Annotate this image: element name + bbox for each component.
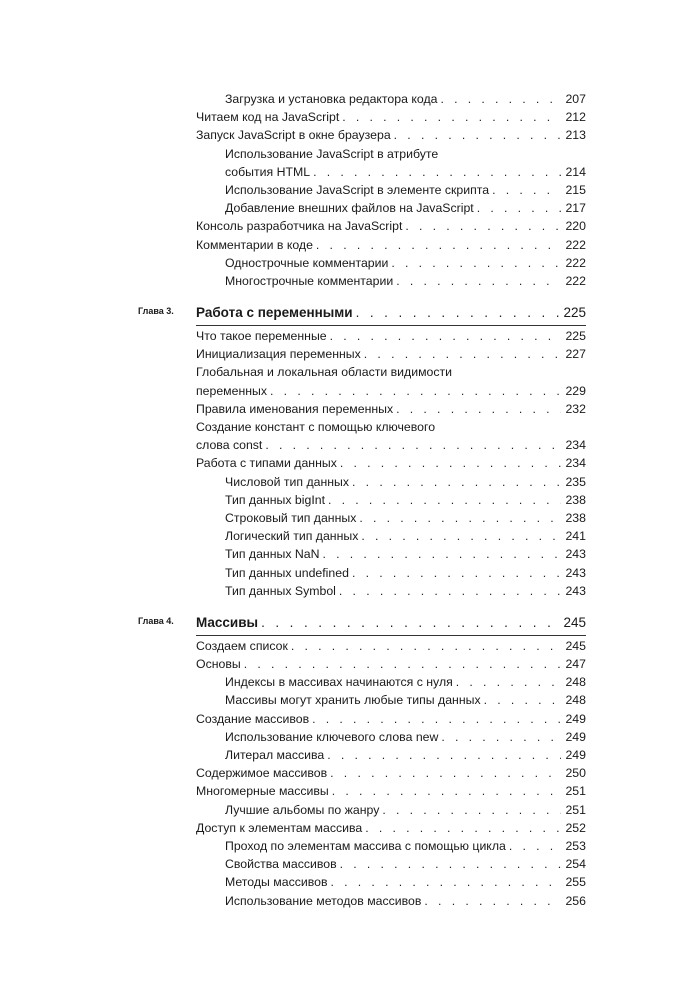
toc-entry — [0, 582, 681, 600]
page-number: 217 — [565, 201, 586, 216]
dot-leader — [492, 181, 561, 199]
page-number: 249 — [565, 748, 586, 763]
page-number: 250 — [565, 766, 586, 781]
page-number: 245 — [563, 614, 586, 630]
page-number: 232 — [565, 401, 586, 416]
page-number: 213 — [565, 128, 586, 143]
toc-entry — [0, 527, 681, 545]
toc-entry-title-line1: Глобальная и локальная области видимости — [196, 365, 453, 380]
dot-leader — [484, 691, 562, 709]
page-number: 255 — [565, 875, 586, 890]
toc-entry — [0, 400, 681, 418]
toc-entry-title: Инициализация переменных — [196, 347, 361, 362]
toc-entry-title: Использование JavaScript в элементе скрипта — [225, 182, 490, 197]
toc-entry — [0, 637, 681, 655]
toc-entry — [0, 126, 681, 144]
chapter-label: Глава 4. — [138, 615, 174, 626]
page-number: 245 — [565, 638, 586, 653]
dot-leader — [396, 272, 561, 290]
toc-entry-title: Что такое переменные — [196, 329, 327, 344]
toc-entry-title: Многомерные массивы — [196, 784, 329, 799]
dot-leader — [405, 217, 561, 235]
dot-leader — [364, 345, 562, 363]
dot-leader — [313, 163, 561, 181]
toc-entry — [0, 545, 681, 563]
dot-leader — [352, 564, 562, 582]
toc-entry-title: Создаем список — [196, 638, 288, 653]
dot-leader — [330, 327, 562, 345]
toc-entry-title-line1: Создание констант с помощью ключевого — [196, 420, 436, 435]
page-number: 254 — [565, 857, 586, 872]
page-number: 222 — [565, 237, 586, 252]
page-number: 248 — [565, 693, 586, 708]
dot-leader — [440, 90, 561, 108]
dot-leader — [327, 746, 561, 764]
toc-chapter — [0, 611, 681, 636]
dot-leader — [382, 801, 561, 819]
chapter-title: Работа с переменными — [196, 305, 353, 321]
toc-entry — [0, 473, 681, 491]
toc-entry-title: Правила именования переменных — [196, 401, 394, 416]
page-number: 214 — [565, 164, 586, 179]
toc-entry-title: Свойства массивов — [225, 857, 337, 872]
toc-entry-title: Запуск JavaScript в окне браузера — [196, 128, 391, 143]
dot-leader — [365, 819, 561, 837]
toc-entry — [0, 418, 681, 454]
toc-entry — [0, 272, 681, 290]
toc-entry — [0, 782, 681, 800]
dot-leader — [265, 436, 561, 454]
page-number: 207 — [565, 92, 586, 106]
toc-entry — [0, 764, 681, 782]
toc-entry-title: Тип данных bigInt — [225, 492, 325, 507]
page-number: 222 — [565, 255, 586, 270]
page-number: 234 — [565, 456, 586, 471]
toc-entry — [0, 145, 681, 181]
toc-entry-title: Индексы в массивах начинаются с нуля — [225, 675, 453, 690]
dot-leader — [323, 545, 562, 563]
dot-leader — [339, 582, 562, 600]
toc-entry — [0, 90, 681, 108]
toc-entry — [0, 691, 681, 709]
toc-entry — [0, 363, 681, 399]
dot-leader — [394, 126, 562, 144]
chapter-divider — [196, 635, 586, 636]
page-number: 212 — [565, 110, 586, 125]
toc-entry — [0, 509, 681, 527]
page-number: 249 — [565, 729, 586, 744]
dot-leader — [441, 728, 561, 746]
toc-entry — [0, 345, 681, 363]
dot-leader — [330, 764, 561, 782]
toc-entry — [0, 199, 681, 217]
page-number: 238 — [565, 492, 586, 507]
page-number: 253 — [565, 838, 586, 853]
dot-leader — [261, 614, 559, 632]
toc-entry — [0, 254, 681, 272]
toc-entry-title: Тип данных undefined — [225, 565, 349, 580]
dot-leader — [509, 837, 562, 855]
toc-entry-title: Основы — [196, 657, 241, 672]
page-number: 247 — [565, 657, 586, 672]
toc-entry — [0, 108, 681, 126]
dot-leader — [356, 304, 560, 322]
dot-leader — [332, 782, 562, 800]
dot-leader — [340, 454, 562, 472]
toc-entry-title: Создание массивов — [196, 711, 310, 726]
toc-entry — [0, 236, 681, 254]
toc-entry-title: Тип данных Symbol — [225, 583, 336, 598]
chapter-label: Глава 3. — [138, 306, 174, 317]
page-number: 227 — [565, 347, 586, 362]
chapter-title: Массивы — [196, 614, 259, 630]
dot-leader — [342, 108, 561, 126]
dot-leader — [361, 527, 561, 545]
toc-entry-title: Лучшие альбомы по жанру — [225, 802, 380, 817]
toc-entry-title: Проход по элементам массива с помощью цикла — [225, 838, 506, 853]
dot-leader — [359, 509, 561, 527]
dot-leader — [396, 400, 561, 418]
page-number: 249 — [565, 711, 586, 726]
toc-entry-title: Загрузка и установка редактора кода — [225, 92, 438, 106]
dot-leader — [477, 199, 562, 217]
toc-entry-title: Массивы могут хранить любые типы данных — [225, 693, 481, 708]
dot-leader — [316, 236, 562, 254]
page-number: 235 — [565, 474, 586, 489]
toc-entry — [0, 181, 681, 199]
dot-leader — [391, 254, 561, 272]
page-number: 234 — [565, 438, 586, 453]
table-of-contents — [0, 90, 681, 910]
toc-entry-title: Консоль разработчика на JavaScript — [196, 219, 403, 234]
toc-entry-title-line1: Использование JavaScript в атрибуте — [225, 146, 439, 161]
toc-entry — [0, 855, 681, 873]
page-number: 256 — [565, 893, 586, 908]
toc-entry-title: слова const — [196, 438, 263, 453]
page-number: 243 — [565, 547, 586, 562]
toc-entry-title: Литерал массива — [225, 748, 325, 763]
page-number: 243 — [565, 583, 586, 598]
toc-entry — [0, 491, 681, 509]
toc-entry — [0, 892, 681, 910]
toc-entry — [0, 819, 681, 837]
toc-entry-title: Однострочные комментарии — [225, 255, 389, 270]
dot-leader — [456, 673, 562, 691]
toc-entry-title: Добавление внешних файлов на JavaScript — [225, 201, 474, 216]
dot-leader — [291, 637, 562, 655]
toc-entry — [0, 873, 681, 891]
toc-entry-title: Комментарии в коде — [196, 237, 313, 252]
page-number: 251 — [565, 802, 586, 817]
page-number: 241 — [565, 529, 586, 544]
toc-entry-title: Читаем код на JavaScript — [196, 110, 340, 125]
dot-leader — [424, 892, 561, 910]
toc-entry — [0, 801, 681, 819]
toc-entry — [0, 710, 681, 728]
page-number: 248 — [565, 675, 586, 690]
page-number: 220 — [565, 219, 586, 234]
dot-leader — [328, 491, 561, 509]
toc-entry — [0, 655, 681, 673]
page-number: 222 — [565, 273, 586, 288]
toc-entry-title: Тип данных NaN — [225, 547, 320, 562]
page-number: 225 — [565, 329, 586, 344]
page-number: 229 — [565, 383, 586, 398]
toc-entry-title: переменных — [196, 383, 268, 398]
toc-entry — [0, 454, 681, 472]
page-number: 243 — [565, 565, 586, 580]
dot-leader — [270, 382, 561, 400]
toc-entry — [0, 673, 681, 691]
toc-entry-title: Использование методов массивов — [225, 893, 422, 908]
toc-entry — [0, 728, 681, 746]
toc-entry-title: Многострочные комментарии — [225, 273, 394, 288]
toc-entry-title: Использование ключевого слова new — [225, 729, 439, 744]
page-number: 238 — [565, 510, 586, 525]
toc-entry — [0, 746, 681, 764]
toc-entry — [0, 327, 681, 345]
dot-leader — [312, 710, 561, 728]
toc-entry — [0, 217, 681, 235]
toc-entry — [0, 564, 681, 582]
page-number: 252 — [565, 820, 586, 835]
toc-entry-title: Работа с типами данных — [196, 456, 337, 471]
toc-chapter — [0, 301, 681, 326]
toc-entry-title: события HTML — [225, 164, 311, 179]
dot-leader — [331, 873, 562, 891]
page-number: 251 — [565, 784, 586, 799]
dot-leader — [244, 655, 562, 673]
dot-leader — [340, 855, 562, 873]
toc-entry-title: Содержимое массивов — [196, 766, 328, 781]
toc-entry-title: Доступ к элементам массива — [196, 820, 363, 835]
toc-entry-title: Числовой тип данных — [225, 474, 350, 489]
chapter-divider — [196, 325, 586, 326]
page-number: 215 — [565, 182, 586, 197]
page-number: 225 — [563, 305, 586, 321]
dot-leader — [352, 473, 561, 491]
toc-entry-title: Логический тип данных — [225, 529, 359, 544]
toc-entry-title: Методы массивов — [225, 875, 328, 890]
toc-entry-title: Строковый тип данных — [225, 510, 357, 525]
toc-entry — [0, 837, 681, 855]
